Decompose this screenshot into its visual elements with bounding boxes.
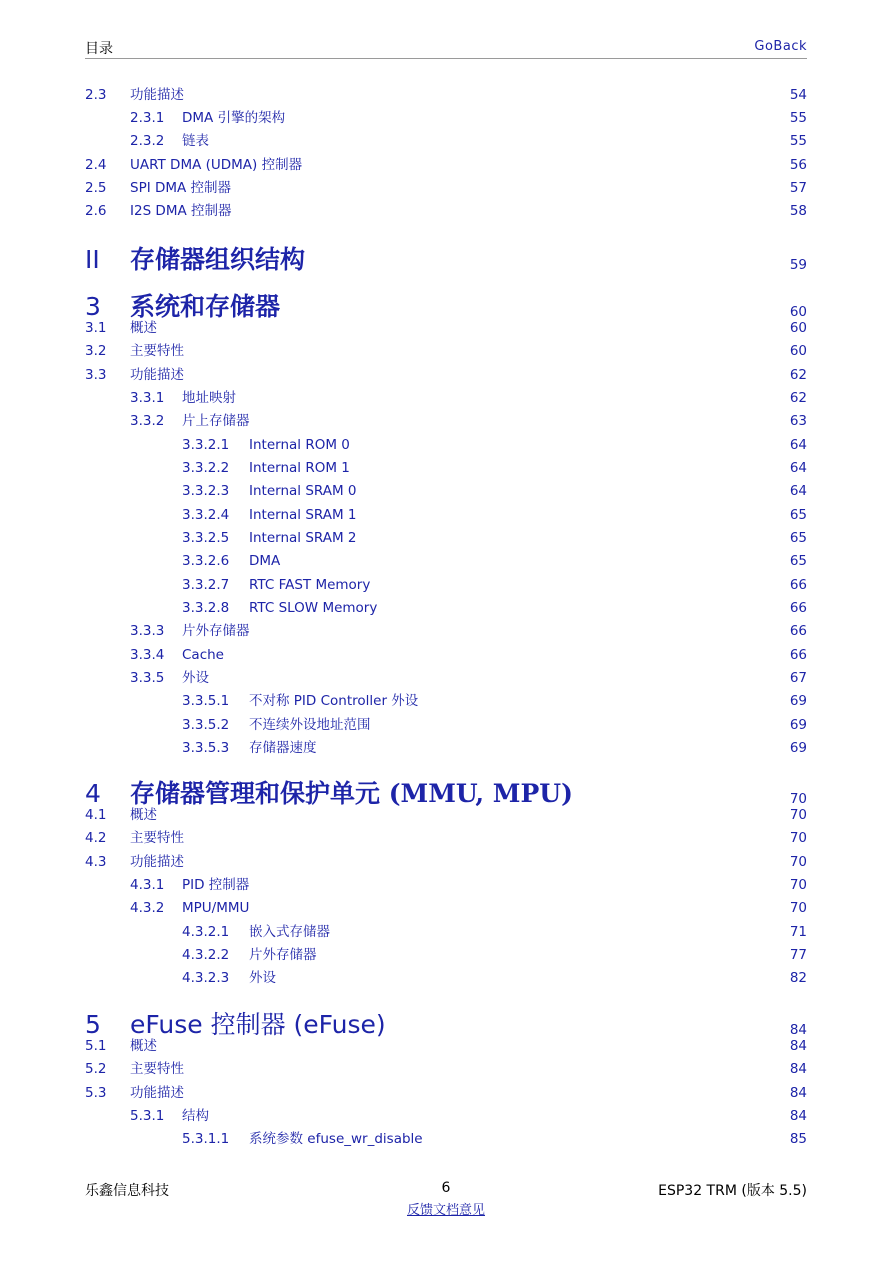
toc-entry-page: 70	[789, 877, 807, 893]
toc-entry[interactable]	[85, 805, 807, 825]
toc-entry-page: 69	[789, 693, 807, 709]
toc-entry-page: 70	[789, 900, 807, 916]
toc-entry-page: 65	[789, 553, 807, 569]
toc-entry[interactable]	[85, 738, 807, 758]
toc-entry[interactable]	[85, 968, 807, 988]
toc-entry-number: 5.3.1.1	[182, 1131, 230, 1147]
toc-chapter-entry[interactable]	[85, 243, 807, 277]
toc-entry-number: 2.3	[85, 87, 107, 103]
toc-entry-page: 55	[789, 110, 807, 126]
toc-entry[interactable]	[85, 1106, 807, 1126]
toc-entry-number: 3.1	[85, 320, 107, 336]
toc-entry[interactable]	[85, 155, 807, 175]
toc-entry[interactable]	[85, 875, 807, 895]
toc-entry-title: 功能描述	[130, 87, 184, 103]
toc-entry-title: 片外存储器	[182, 623, 250, 639]
toc-entry[interactable]	[85, 715, 807, 735]
toc-entry-page: 58	[789, 203, 807, 219]
toc-entry[interactable]	[85, 435, 807, 455]
toc-entry-page: 62	[789, 390, 807, 406]
toc-entry-title: 功能描述	[130, 854, 184, 870]
toc-entry-title: 系统和存储器	[130, 292, 281, 321]
toc-entry[interactable]	[85, 1059, 807, 1079]
toc-entry-page: 64	[789, 437, 807, 453]
toc-entry[interactable]	[85, 318, 807, 338]
toc-entry[interactable]	[85, 131, 807, 151]
toc-entry-title: 片外存储器	[249, 947, 317, 963]
toc-entry-number: 4.3.1	[130, 877, 165, 893]
toc-entry-title: 嵌入式存储器	[249, 924, 330, 940]
toc-entry-page: 77	[789, 947, 807, 963]
toc-entry[interactable]	[85, 945, 807, 965]
toc-entry[interactable]	[85, 1129, 807, 1149]
toc-entry-number: 3.3.2.1	[182, 437, 230, 453]
toc-entry-title: 结构	[182, 1108, 209, 1124]
toc-entry[interactable]	[85, 85, 807, 105]
toc-entry-number: 4.2	[85, 830, 107, 846]
toc-entry-page: 66	[789, 600, 807, 616]
toc-entry-number: 3.3.2.6	[182, 553, 230, 569]
toc-entry-number: 3.3.4	[130, 647, 165, 663]
toc-entry[interactable]	[85, 528, 807, 548]
toc-entry-page: 70	[789, 830, 807, 846]
toc-entry[interactable]	[85, 828, 807, 848]
toc-entry-page: 67	[789, 670, 807, 686]
toc-entry[interactable]	[85, 898, 807, 918]
page-header	[85, 36, 807, 59]
toc-entry[interactable]	[85, 505, 807, 525]
toc-entry-page: 56	[789, 157, 807, 173]
toc-entry-page: 85	[789, 1131, 807, 1147]
toc-entry-title: RTC FAST Memory	[249, 577, 371, 593]
toc-entry-number: 4.3.2	[130, 900, 165, 916]
toc-entry-page: 59	[789, 257, 807, 273]
toc-entry-number: II	[85, 245, 100, 274]
toc-entry-page: 65	[789, 507, 807, 523]
toc-entry-number: 3.3.5.1	[182, 693, 230, 709]
toc-entry[interactable]	[85, 365, 807, 385]
toc-entry[interactable]	[85, 411, 807, 431]
toc-entry-page: 64	[789, 483, 807, 499]
toc-entry[interactable]	[85, 621, 807, 641]
toc-entry-title: 主要特性	[130, 343, 184, 359]
toc-entry-title: 外设	[249, 970, 276, 986]
toc-entry-number: 3.3.1	[130, 390, 165, 406]
toc-entry-page: 69	[789, 717, 807, 733]
toc-entry[interactable]	[85, 668, 807, 688]
toc-entry-number: 4.3.2.1	[182, 924, 230, 940]
toc-entry-number: 3.3	[85, 367, 107, 383]
toc-entry-title: 概述	[130, 1038, 157, 1054]
toc-entry-number: 2.5	[85, 180, 107, 196]
toc-entry-title: eFuse 控制器 (eFuse)	[130, 1010, 386, 1039]
toc-entry-title: 存储器速度	[249, 740, 317, 756]
toc-entry[interactable]	[85, 598, 807, 618]
toc-entry-page: 66	[789, 647, 807, 663]
toc-entry-title: DMA	[249, 553, 281, 569]
toc-entry-title: DMA 引擎的架构	[182, 110, 286, 126]
toc-entry-page: 60	[789, 304, 807, 320]
toc-entry-number: 3.3.2.3	[182, 483, 230, 499]
toc-entry-title: 链表	[182, 133, 209, 149]
footer-document-title: ESP32 TRM (版本 5.5)	[658, 1183, 807, 1199]
toc-entry-page: 60	[789, 343, 807, 359]
toc-entry-title: Internal ROM 1	[249, 460, 350, 476]
toc-entry-number: 3.3.2.7	[182, 577, 230, 593]
toc-entry-number: 3	[85, 292, 101, 321]
toc-entry[interactable]	[85, 108, 807, 128]
toc-entry-number: 4	[85, 779, 101, 808]
toc-entry-title: Internal SRAM 1	[249, 507, 357, 523]
toc-entry-title: Cache	[182, 647, 224, 663]
toc-entry-title: SPI DMA 控制器	[130, 180, 232, 196]
toc-entry[interactable]	[85, 852, 807, 872]
toc-entry-number: 3.3.2.5	[182, 530, 230, 546]
toc-entry-page: 65	[789, 530, 807, 546]
toc-entry-title: 地址映射	[182, 390, 236, 406]
toc-entry[interactable]	[85, 481, 807, 501]
toc-entry-page: 57	[789, 180, 807, 196]
toc-entry-number: 5	[85, 1010, 101, 1039]
toc-entry-page: 69	[789, 740, 807, 756]
toc-entry-page: 70	[789, 854, 807, 870]
toc-entry-number: 5.3.1	[130, 1108, 165, 1124]
toc-entry-title: 概述	[130, 320, 157, 336]
toc-entry-title: 功能描述	[130, 1085, 184, 1101]
toc-entry-title: Internal ROM 0	[249, 437, 350, 453]
toc-entry-page: 64	[789, 460, 807, 476]
toc-entry-page: 84	[789, 1022, 807, 1038]
toc-entry-title: 系统参数 efuse_wr_disable	[249, 1131, 423, 1147]
toc-entry-number: 3.3.5.2	[182, 717, 230, 733]
footer-company: 乐鑫信息科技	[85, 1183, 169, 1199]
toc-entry-title: 存储器组织结构	[130, 245, 306, 274]
toc-entry-title: 功能描述	[130, 367, 184, 383]
toc-entry[interactable]	[85, 178, 807, 198]
toc-entry-number: 3.3.2.8	[182, 600, 230, 616]
toc-entry[interactable]	[85, 201, 807, 221]
toc-entry-page: 55	[789, 133, 807, 149]
toc-entry-number: 4.1	[85, 807, 107, 823]
toc-entry-page: 84	[789, 1108, 807, 1124]
toc-entry-title: I2S DMA 控制器	[130, 203, 232, 219]
toc-entry-number: 4.3.2.2	[182, 947, 230, 963]
toc-entry-title: 外设	[182, 670, 209, 686]
toc-entry-page: 60	[789, 320, 807, 336]
toc-entry[interactable]	[85, 551, 807, 571]
toc-entry[interactable]	[85, 922, 807, 942]
toc-entry-title: Internal SRAM 2	[249, 530, 357, 546]
toc-entry-page: 71	[789, 924, 807, 940]
toc-entry-title: 不连续外设地址范围	[249, 717, 371, 733]
toc-entry-title: 主要特性	[130, 1061, 184, 1077]
toc-entry-number: 5.1	[85, 1038, 107, 1054]
toc-entry[interactable]	[85, 1083, 807, 1103]
toc-entry-title: 概述	[130, 807, 157, 823]
toc-entry-number: 3.3.3	[130, 623, 165, 639]
toc-entry-page: 66	[789, 623, 807, 639]
toc-entry[interactable]	[85, 575, 807, 595]
toc-entry-page: 63	[789, 413, 807, 429]
toc-entry-title: RTC SLOW Memory	[249, 600, 378, 616]
toc-entry-page: 84	[789, 1038, 807, 1054]
toc-entry[interactable]	[85, 1036, 807, 1056]
toc-entry-number: 3.3.2.2	[182, 460, 230, 476]
toc-entry-page: 82	[789, 970, 807, 986]
toc-entry-page: 84	[789, 1085, 807, 1101]
toc-entry-number: 3.3.5	[130, 670, 165, 686]
toc-entry-number: 2.4	[85, 157, 107, 173]
toc-entry-number: 4.3	[85, 854, 107, 870]
toc-entry-title: 片上存储器	[182, 413, 250, 429]
toc-entry-title: 不对称 PID Controller 外设	[249, 693, 419, 709]
toc-entry[interactable]	[85, 691, 807, 711]
feedback-link[interactable]: 反馈文档意见	[406, 1203, 485, 1218]
toc-entry[interactable]	[85, 341, 807, 361]
toc-entry-number: 5.2	[85, 1061, 107, 1077]
toc-entry-number: 3.3.2.4	[182, 507, 230, 523]
toc-entry-number: 3.3.5.3	[182, 740, 230, 756]
toc-entry-title: UART DMA (UDMA) 控制器	[130, 157, 303, 173]
toc-entry-title: 主要特性	[130, 830, 184, 846]
toc-entry-number: 3.3.2	[130, 413, 165, 429]
header-section-label: 目录	[85, 41, 113, 57]
toc-entry-page: 70	[789, 791, 807, 807]
goback-link[interactable]: GoBack	[754, 39, 807, 54]
toc-entry-page: 70	[789, 807, 807, 823]
toc-entry-title: 存储器管理和保护单元 (MMU, MPU)	[130, 779, 573, 808]
toc-entry-number: 3.2	[85, 343, 107, 359]
toc-entry-number: 5.3	[85, 1085, 107, 1101]
toc-entry-number: 2.3.1	[130, 110, 165, 126]
toc-entry-page: 84	[789, 1061, 807, 1077]
toc-entry[interactable]	[85, 388, 807, 408]
toc-entry-title: Internal SRAM 0	[249, 483, 357, 499]
toc-entry-number: 2.3.2	[130, 133, 165, 149]
toc-entry-number: 4.3.2.3	[182, 970, 230, 986]
toc-entry-page: 66	[789, 577, 807, 593]
toc-entry-title: MPU/MMU	[182, 900, 250, 916]
toc-entry-title: PID 控制器	[182, 877, 250, 893]
toc-entry-number: 2.6	[85, 203, 107, 219]
toc-entry[interactable]	[85, 458, 807, 478]
toc-entry-page: 62	[789, 367, 807, 383]
toc-entry-page: 54	[789, 87, 807, 103]
footer-page-number: 6	[441, 1180, 451, 1196]
toc-entry[interactable]	[85, 645, 807, 665]
